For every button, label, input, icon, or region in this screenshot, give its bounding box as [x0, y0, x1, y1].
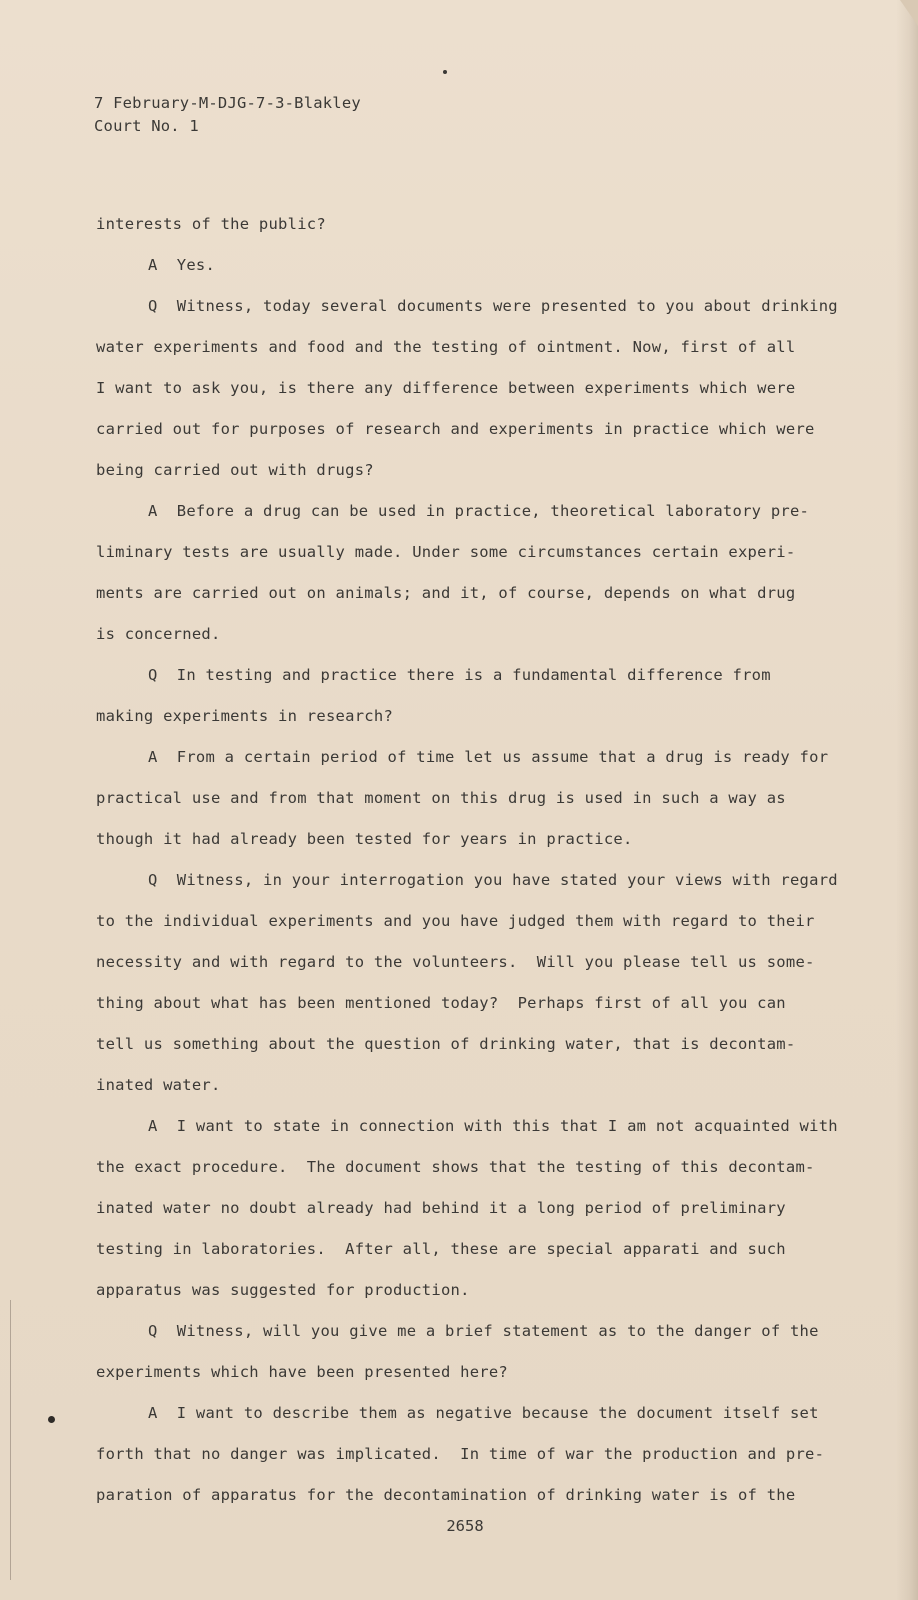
transcript-line: ments are carried out on animals; and it, of course, depends on what drug [96, 584, 796, 602]
punch-hole [48, 1416, 55, 1423]
transcript-line: A Yes. [148, 256, 216, 274]
ink-dot [443, 70, 447, 74]
transcript-line: tell us something about the question of drinking water, that is decontam- [96, 1035, 796, 1053]
page-shadow-edge [896, 0, 918, 1600]
transcript-line: is concerned. [96, 625, 221, 643]
transcript-line: Q In testing and practice there is a fundamental difference from [148, 666, 771, 684]
margin-rule [10, 1300, 11, 1580]
transcript-line: paration of apparatus for the decontamination of drinking water is of the [96, 1486, 796, 1504]
transcript-line: Q Witness, today several documents were presented to you about drinking [148, 297, 838, 315]
transcript-body [96, 214, 886, 1526]
transcript-line: A I want to state in connection with this that I am not acquainted with [148, 1117, 838, 1135]
transcript-line: forth that no danger was implicated. In time of war the production and pre- [96, 1445, 825, 1463]
transcript-line: inated water no doubt already had behind it a long period of preliminary [96, 1199, 786, 1217]
transcript-line: A Before a drug can be used in practice, theoretical laboratory pre- [148, 502, 810, 520]
transcript-line: making experiments in research? [96, 707, 394, 725]
transcript-line: being carried out with drugs? [96, 461, 374, 479]
transcript-line: carried out for purposes of research and experiments in practice which were [96, 420, 815, 438]
transcript-line: Q Witness, will you give me a brief statement as to the danger of the [148, 1322, 819, 1340]
header-court: Court No. 1 [94, 117, 199, 135]
header-reference: 7 February-M-DJG-7-3-Blakley [94, 94, 361, 112]
transcript-line: Q Witness, in your interrogation you have stated your views with regard [148, 871, 838, 889]
transcript-line: testing in laboratories. After all, these are special apparati and such [96, 1240, 786, 1258]
transcript-line: A I want to describe them as negative because the document itself set [148, 1404, 819, 1422]
transcript-line: inated water. [96, 1076, 221, 1094]
transcript-line: A From a certain period of time let us assume that a drug is ready for [148, 748, 829, 766]
transcript-line: I want to ask you, is there any difference between experiments which were [96, 379, 796, 397]
transcript-line: apparatus was suggested for production. [96, 1281, 470, 1299]
transcript-line: interests of the public? [96, 215, 326, 233]
transcript-line: necessity and with regard to the volunteers. Will you please tell us some- [96, 953, 815, 971]
transcript-line: practical use and from that moment on this drug is used in such a way as [96, 789, 786, 807]
transcript-line: to the individual experiments and you have judged them with regard to their [96, 912, 815, 930]
transcript-line: water experiments and food and the testing of ointment. Now, first of all [96, 338, 796, 356]
transcript-line: thing about what has been mentioned today? Perhaps first of all you can [96, 994, 786, 1012]
transcript-line: the exact procedure. The document shows that the testing of this decontam- [96, 1158, 815, 1176]
transcript-line: though it had already been tested for years in practice. [96, 830, 633, 848]
transcript-line: experiments which have been presented here? [96, 1363, 509, 1381]
document-header [94, 92, 361, 138]
page-number: 2658 [446, 1517, 484, 1535]
transcript-line: liminary tests are usually made. Under some circumstances certain experi- [96, 543, 796, 561]
